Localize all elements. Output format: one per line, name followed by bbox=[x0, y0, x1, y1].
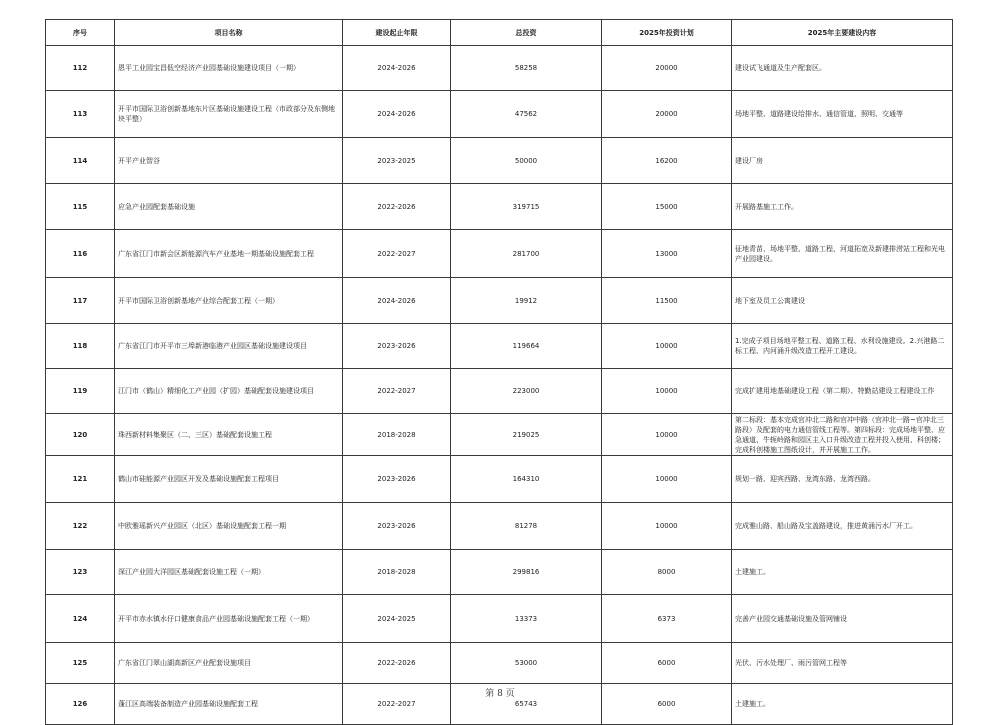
cell-name: 开平产业智谷 bbox=[115, 138, 343, 184]
cell-total: 119664 bbox=[451, 324, 602, 369]
cell-plan: 10000 bbox=[602, 456, 732, 503]
cell-no: 118 bbox=[46, 324, 115, 369]
cell-no: 124 bbox=[46, 595, 115, 643]
cell-total: 219025 bbox=[451, 414, 602, 456]
header-project-name: 项目名称 bbox=[115, 20, 343, 46]
cell-content: 第二标段：基本完成官冲北二路和官冲中路（官冲北一路~官冲北三路段）及配套的电力通信管线工程等。第四标段：完成场地平整、应急通道、牛轭岭路和园区主入口升级改造工程并投入使用、科创楼；完成科创楼施工图纸设计，并开展施工工作。 bbox=[732, 414, 953, 456]
header-2025-plan: 2025年投资计划 bbox=[602, 20, 732, 46]
table-row bbox=[46, 46, 953, 91]
cell-period: 2018-2028 bbox=[343, 414, 451, 456]
cell-total: 164310 bbox=[451, 456, 602, 503]
cell-name: 广东省江门市开平市三埠新港临港产业园区基础设施建设项目 bbox=[115, 324, 343, 369]
cell-period: 2023-2025 bbox=[343, 138, 451, 184]
cell-name: 珠西新材料集聚区（二、三区）基础配套设施工程 bbox=[115, 414, 343, 456]
cell-period: 2023-2026 bbox=[343, 324, 451, 369]
cell-plan: 8000 bbox=[602, 550, 732, 595]
cell-name: 开平市国际卫浴创新基地产业综合配套工程（一期） bbox=[115, 278, 343, 324]
cell-plan: 11500 bbox=[602, 278, 732, 324]
cell-content: 完成扩建用地基础建设工程（第二期）、特勤站建设工程建设工作 bbox=[732, 369, 953, 414]
cell-content: 场地平整、道路建设给排水、通信管道、照明、交通等 bbox=[732, 91, 953, 138]
cell-period: 2022-2026 bbox=[343, 184, 451, 230]
cell-no: 112 bbox=[46, 46, 115, 91]
cell-plan: 16200 bbox=[602, 138, 732, 184]
cell-content: 建设试飞通道及生产配套区。 bbox=[732, 46, 953, 91]
cell-no: 121 bbox=[46, 456, 115, 503]
table-header-row bbox=[46, 20, 953, 46]
cell-period: 2022-2026 bbox=[343, 643, 451, 684]
cell-no: 116 bbox=[46, 230, 115, 278]
header-period: 建设起止年限 bbox=[343, 20, 451, 46]
cell-content: 土建施工。 bbox=[732, 550, 953, 595]
cell-no: 120 bbox=[46, 414, 115, 456]
cell-no: 115 bbox=[46, 184, 115, 230]
table-row bbox=[46, 550, 953, 595]
cell-period: 2018-2028 bbox=[343, 550, 451, 595]
cell-plan: 6000 bbox=[602, 684, 732, 725]
cell-total: 223000 bbox=[451, 369, 602, 414]
header-no: 序号 bbox=[46, 20, 115, 46]
cell-content: 地下室及员工公寓建设 bbox=[732, 278, 953, 324]
cell-name: 开平市国际卫浴创新基地东片区基础设施建设工程（市政部分及东侧地块平整） bbox=[115, 91, 343, 138]
cell-total: 13373 bbox=[451, 595, 602, 643]
cell-no: 117 bbox=[46, 278, 115, 324]
cell-total: 299816 bbox=[451, 550, 602, 595]
table-row bbox=[46, 456, 953, 503]
table-row bbox=[46, 369, 953, 414]
cell-name: 恩平工业园宝昌低空经济产业园基础设施建设项目（一期） bbox=[115, 46, 343, 91]
cell-no: 123 bbox=[46, 550, 115, 595]
cell-no: 114 bbox=[46, 138, 115, 184]
cell-name: 广东省江门市新会区新能源汽车产业基地一期基础设施配套工程 bbox=[115, 230, 343, 278]
cell-plan: 10000 bbox=[602, 503, 732, 550]
cell-plan: 20000 bbox=[602, 46, 732, 91]
table-row bbox=[46, 414, 953, 456]
cell-content: 1.完成子项目场地平整工程、道路工程、水利设施建设。2.兴港路二标工程、内河涌升级改造工程开工建设。 bbox=[732, 324, 953, 369]
cell-content: 征地青苗、场地平整、道路工程、河道拓宽及新建排涝站工程和光电产业园建设。 bbox=[732, 230, 953, 278]
table-row bbox=[46, 184, 953, 230]
cell-period: 2024-2026 bbox=[343, 46, 451, 91]
cell-total: 53000 bbox=[451, 643, 602, 684]
cell-name: 中欧雅瑶新兴产业园区（北区）基础设施配套工程一期 bbox=[115, 503, 343, 550]
cell-name: 开平市赤水镇水仔口健康食品产业园基础设施配套工程（一期） bbox=[115, 595, 343, 643]
cell-content: 光伏、污水处理厂、雨污管网工程等 bbox=[732, 643, 953, 684]
cell-plan: 10000 bbox=[602, 414, 732, 456]
cell-total: 50000 bbox=[451, 138, 602, 184]
cell-content: 规划一路、迎宾西路、龙湾东路、龙湾西路。 bbox=[732, 456, 953, 503]
cell-plan: 6000 bbox=[602, 643, 732, 684]
cell-total: 81278 bbox=[451, 503, 602, 550]
cell-name: 江门市（鹤山）精细化工产业园（扩园）基础配套设施建设项目 bbox=[115, 369, 343, 414]
table-row bbox=[46, 503, 953, 550]
cell-content: 土建施工。 bbox=[732, 684, 953, 725]
page-number: 第 8 页 bbox=[485, 689, 515, 699]
cell-period: 2022-2027 bbox=[343, 369, 451, 414]
cell-total: 65743 bbox=[451, 684, 602, 725]
table-row bbox=[46, 230, 953, 278]
cell-plan: 10000 bbox=[602, 324, 732, 369]
cell-total: 281700 bbox=[451, 230, 602, 278]
cell-plan: 6373 bbox=[602, 595, 732, 643]
header-2025-content: 2025年主要建设内容 bbox=[732, 20, 953, 46]
cell-name: 广东省江门翠山湖高新区产业配套设施项目 bbox=[115, 643, 343, 684]
cell-period: 2022-2027 bbox=[343, 230, 451, 278]
cell-no: 113 bbox=[46, 91, 115, 138]
cell-content: 开展路基施工工作。 bbox=[732, 184, 953, 230]
table-row bbox=[46, 324, 953, 369]
cell-total: 319715 bbox=[451, 184, 602, 230]
table-row bbox=[46, 595, 953, 643]
cell-name: 应急产业园配套基础设施 bbox=[115, 184, 343, 230]
cell-total: 58258 bbox=[451, 46, 602, 91]
cell-period: 2023-2026 bbox=[343, 456, 451, 503]
table-row bbox=[46, 138, 953, 184]
cell-period: 2022-2027 bbox=[343, 684, 451, 725]
cell-total: 47562 bbox=[451, 91, 602, 138]
cell-no: 126 bbox=[46, 684, 115, 725]
cell-plan: 13000 bbox=[602, 230, 732, 278]
cell-plan: 20000 bbox=[602, 91, 732, 138]
header-total-investment: 总投资 bbox=[451, 20, 602, 46]
cell-content: 完善产业园交通基础设施及管网铺设 bbox=[732, 595, 953, 643]
project-table bbox=[45, 19, 953, 725]
cell-plan: 10000 bbox=[602, 369, 732, 414]
cell-no: 119 bbox=[46, 369, 115, 414]
cell-no: 122 bbox=[46, 503, 115, 550]
cell-period: 2024-2025 bbox=[343, 595, 451, 643]
cell-period: 2024-2026 bbox=[343, 91, 451, 138]
cell-plan: 15000 bbox=[602, 184, 732, 230]
table-row bbox=[46, 278, 953, 324]
cell-content: 建设厂房 bbox=[732, 138, 953, 184]
table-row bbox=[46, 643, 953, 684]
cell-name: 蓬江区高端装备制造产业园基础设施配套工程 bbox=[115, 684, 343, 725]
cell-period: 2023-2026 bbox=[343, 503, 451, 550]
table-row bbox=[46, 91, 953, 138]
cell-total: 19912 bbox=[451, 278, 602, 324]
cell-period: 2024-2026 bbox=[343, 278, 451, 324]
cell-name: 深江产业园大洋园区基础配套设施工程（一期） bbox=[115, 550, 343, 595]
cell-content: 完成雅山路、船山路及宝盖路建设，推进黄涌污水厂开工。 bbox=[732, 503, 953, 550]
cell-name: 鹤山市硅能源产业园区开发及基础设施配套工程项目 bbox=[115, 456, 343, 503]
cell-no: 125 bbox=[46, 643, 115, 684]
